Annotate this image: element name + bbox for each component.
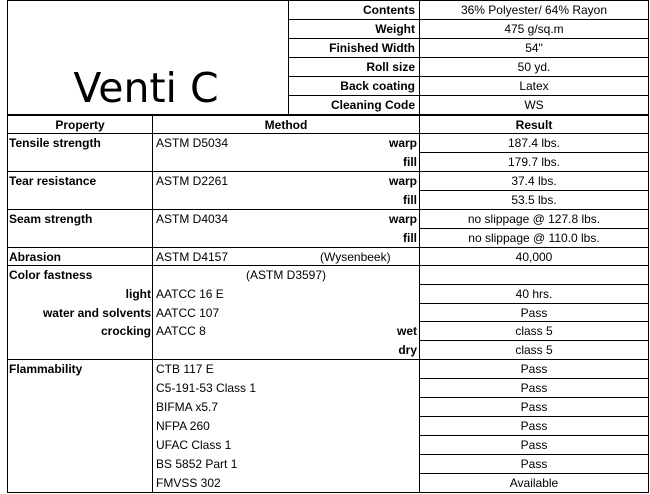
property-seam: Seam strength [9, 212, 93, 226]
spec-label-roll: Roll size [366, 60, 415, 74]
tensile-warp-result: 187.4 lbs. [507, 136, 561, 150]
flammability-method: C5-191-53 Class 1 [156, 381, 257, 395]
seam-fill-result: no slippage @ 110.0 lbs. [468, 231, 600, 245]
flammability-result: Pass [520, 419, 548, 433]
product-title: Venti C [73, 64, 219, 112]
property-flammability: Flammability [9, 362, 83, 376]
flammability-result: Available [509, 476, 559, 490]
spec-label-cleaning: Cleaning Code [330, 98, 415, 112]
spec-label-weight: Weight [375, 22, 415, 36]
method-color-fastness: (ASTM D3597) [245, 268, 327, 282]
property-abrasion: Abrasion [9, 250, 62, 264]
method-seam: ASTM D4034 [156, 212, 229, 226]
flammability-result: Pass [520, 457, 548, 471]
spec-value-contents: 36% Polyester/ 64% Rayon [460, 3, 608, 17]
property-color-fastness: Color fastness [9, 268, 93, 282]
spec-value-weight: 475 g/sq.m [504, 22, 564, 36]
method-tensile: ASTM D5034 [156, 136, 229, 150]
tear-fill-label: fill [403, 193, 417, 207]
tensile-warp-label: warp [388, 136, 417, 150]
seam-fill-label: fill [403, 231, 417, 245]
flammability-result: Pass [520, 362, 548, 376]
color-crocking-method: AATCC 8 [156, 324, 206, 338]
color-water-result: Pass [520, 306, 548, 320]
spec-value-roll: 50 yd. [517, 60, 551, 74]
spec-value-cleaning: WS [524, 98, 544, 112]
abrasion-result: 40,000 [515, 250, 553, 264]
color-light-method: AATCC 16 E [156, 287, 224, 301]
color-light-label: light [125, 287, 151, 301]
crocking-wet-label: wet [396, 324, 417, 338]
seam-warp-label: warp [388, 212, 417, 226]
crocking-dry-result: class 5 [515, 343, 553, 357]
tear-warp-label: warp [388, 174, 417, 188]
abrasion-note: (Wysenbeek) [320, 250, 391, 264]
tensile-fill-label: fill [403, 155, 417, 169]
flammability-method: CTB 117 E [156, 362, 214, 376]
spec-label-width: Finished Width [329, 41, 415, 55]
method-abrasion: ASTM D4157 [156, 250, 229, 264]
tear-fill-result: 53.5 lbs. [511, 193, 557, 207]
tear-warp-result: 37.4 lbs. [511, 174, 557, 188]
crocking-wet-result: class 5 [515, 324, 553, 338]
color-crocking-label: crocking [100, 324, 151, 338]
flammability-result: Pass [520, 438, 548, 452]
crocking-dry-label: dry [398, 343, 417, 357]
flammability-method: BIFMA x5.7 [156, 400, 219, 414]
header-result: Result [515, 118, 553, 132]
flammability-method: NFPA 260 [156, 419, 210, 433]
method-tear: ASTM D2261 [156, 174, 229, 188]
color-light-result: 40 hrs. [515, 287, 553, 301]
spec-label-backing: Back coating [340, 79, 415, 93]
tensile-fill-result: 179.7 lbs. [507, 155, 561, 169]
flammability-method: UFAC Class 1 [156, 438, 232, 452]
flammability-method: FMVSS 302 [156, 476, 221, 490]
seam-warp-result: no slippage @ 127.8 lbs. [467, 212, 601, 226]
flammability-result: Pass [520, 381, 548, 395]
flammability-method: BS 5852 Part 1 [156, 457, 238, 471]
header-property: Property [55, 118, 105, 132]
header-method: Method [264, 118, 308, 132]
spec-label-contents: Contents [363, 3, 415, 17]
property-tensile: Tensile strength [9, 136, 101, 150]
flammability-result: Pass [520, 400, 548, 414]
color-water-label: water and solvents [42, 306, 151, 320]
color-water-method: AATCC 107 [156, 306, 220, 320]
spec-value-backing: Latex [519, 79, 549, 93]
spec-value-width: 54" [525, 41, 543, 55]
property-tear: Tear resistance [9, 174, 97, 188]
